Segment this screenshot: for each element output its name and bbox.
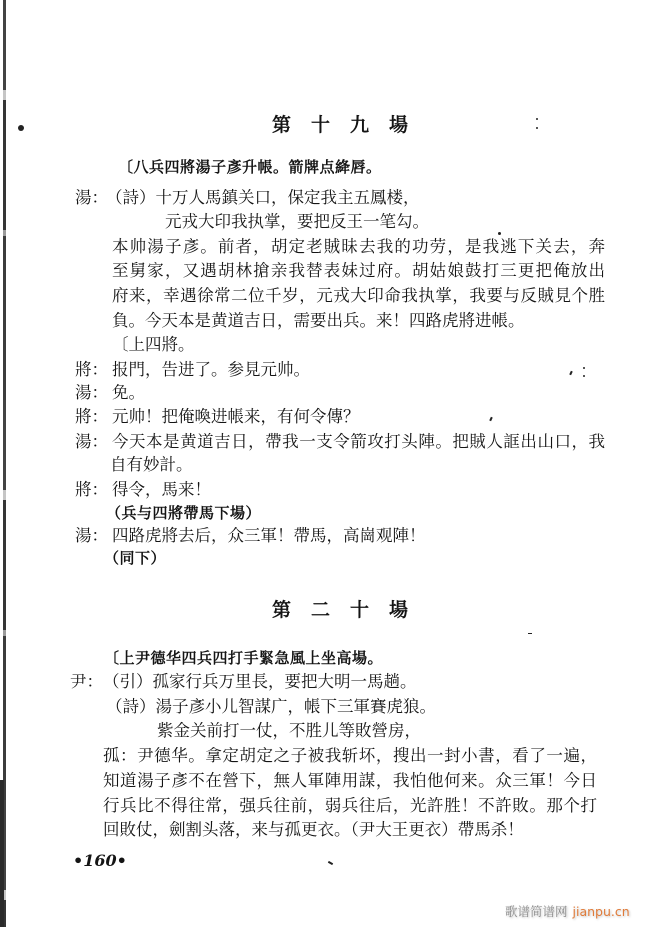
speaker-label: 將： (75, 360, 108, 379)
dialogue-line (0, 186, 656, 210)
stage-direction (0, 501, 656, 525)
scene-title: 第十九場 (272, 114, 408, 136)
continuation-line (0, 818, 656, 842)
dialogue-text: 孤：尹德华。拿定胡定之子被我斩坏，搜出一封小書，看了一遍， (103, 746, 597, 765)
dialogue-line (0, 478, 656, 502)
stage-direction-text: 〔上尹德华四兵四打手緊急風上坐高場。 (104, 649, 384, 667)
stage-direction (0, 155, 656, 179)
stage-direction-text: （同下） (104, 549, 167, 567)
watermark-site-name: 歌谱简谱网 (505, 904, 568, 919)
scan-speck (536, 127, 538, 129)
dialogue-text: 元帅！把俺喚进帳来，有何令傳？ (112, 407, 360, 426)
stage-direction-text: （兵与四將帶馬下場） (106, 504, 262, 522)
dialogue-text: 报門，告进了。参見元帅。 (112, 360, 310, 379)
speaker-label: 湯： (75, 383, 108, 402)
verse-line (0, 719, 656, 743)
dialogue-text: 免。 (112, 383, 145, 402)
scan-speck (536, 118, 538, 120)
dialogue-text: 得令，馬来！ (112, 480, 211, 499)
dialogue-text: 府来，幸遇徐常二位千岁，元戎大印命我执掌，我要与反賊見个胜 (112, 286, 605, 305)
verse-text: 元戎大印我执掌，要把反王一笔勾。 (165, 212, 429, 231)
dialogue-line (0, 670, 656, 694)
continuation-line (0, 744, 656, 768)
speaker-label: 湯： (75, 432, 108, 451)
continuation-line (0, 284, 656, 308)
stage-direction (0, 646, 656, 670)
continuation-line (0, 769, 656, 793)
speaker-label: 將： (75, 480, 108, 499)
scan-speck (328, 861, 333, 865)
watermark-domain: jianpu.cn (572, 904, 630, 919)
dialogue-text: （引）孤家行兵万里長，要把大明一馬趟。 (103, 672, 417, 691)
speaker-label: 尹： (70, 672, 103, 691)
stage-direction (0, 333, 656, 357)
dialogue-line (0, 524, 656, 548)
dialogue-text: 行兵比不得往常，强兵往前，弱兵往后，光許胜！不許敗。那个打 (103, 796, 597, 815)
continuation-line (0, 235, 656, 259)
verse-text: 紫金关前打一仗，不胜儿等敗營房， (157, 721, 421, 740)
scan-speck (18, 125, 24, 131)
dialogue-text: 負。今天本是黄道吉日，需要出兵。来！四路虎將进帳。 (112, 311, 525, 330)
speaker-label: 湯： (75, 188, 108, 207)
continuation-line (0, 453, 656, 477)
speaker-label: 湯： (75, 526, 108, 545)
dialogue-text: 自有妙計。 (110, 455, 193, 474)
dialogue-text: 今天本是黄道吉日，帶我一支令箭攻打头陣。把賊人誆出山口，我 (112, 432, 605, 451)
dialogue-text: 回敗仗，劍割头落，来与孤更衣。（尹大王更衣）帶馬杀！ (103, 820, 524, 839)
scene-title: 第二十場 (272, 599, 408, 621)
watermark (505, 903, 630, 921)
continuation-line (0, 794, 656, 818)
scan-speck (528, 633, 532, 634)
continuation-line (0, 695, 656, 719)
stage-direction (0, 546, 656, 570)
stage-direction-text: 〔上四將。 (112, 335, 195, 354)
dialogue-text: （詩）湯子彥小儿智謀广，帳下三軍賽虎狼。 (106, 697, 436, 716)
dialogue-text: 知道湯子彥不在營下，無人軍陣用謀，我怕他何来。众三軍！今日 (103, 771, 597, 790)
dialogue-line (0, 405, 656, 429)
dialogue-text: （詩）十万人馬鎮关口，保定我主五鳳楼， (106, 188, 420, 207)
dialogue-text: 四路虎將去后，众三軍！帶馬，高崗观陣！ (112, 526, 426, 545)
dialogue-line (0, 381, 656, 405)
verse-line (0, 210, 656, 234)
dialogue-line (0, 358, 656, 382)
stage-direction-text: 〔八兵四將湯子彥升帳。箭牌点絳唇。 (118, 158, 382, 176)
continuation-line (0, 259, 656, 283)
dialogue-line (0, 430, 656, 454)
dialogue-text: 至舅家，又遇胡林搶亲我替表妹过府。胡姑娘鼓打三更把俺放出 (112, 261, 605, 280)
page-number: •160• (73, 851, 127, 870)
speaker-label: 將： (75, 407, 108, 426)
dialogue-text: 本帅湯子彥。前者，胡定老賊昧去我的功劳，是我逃下关去，奔 (112, 237, 605, 256)
continuation-line (0, 309, 656, 333)
